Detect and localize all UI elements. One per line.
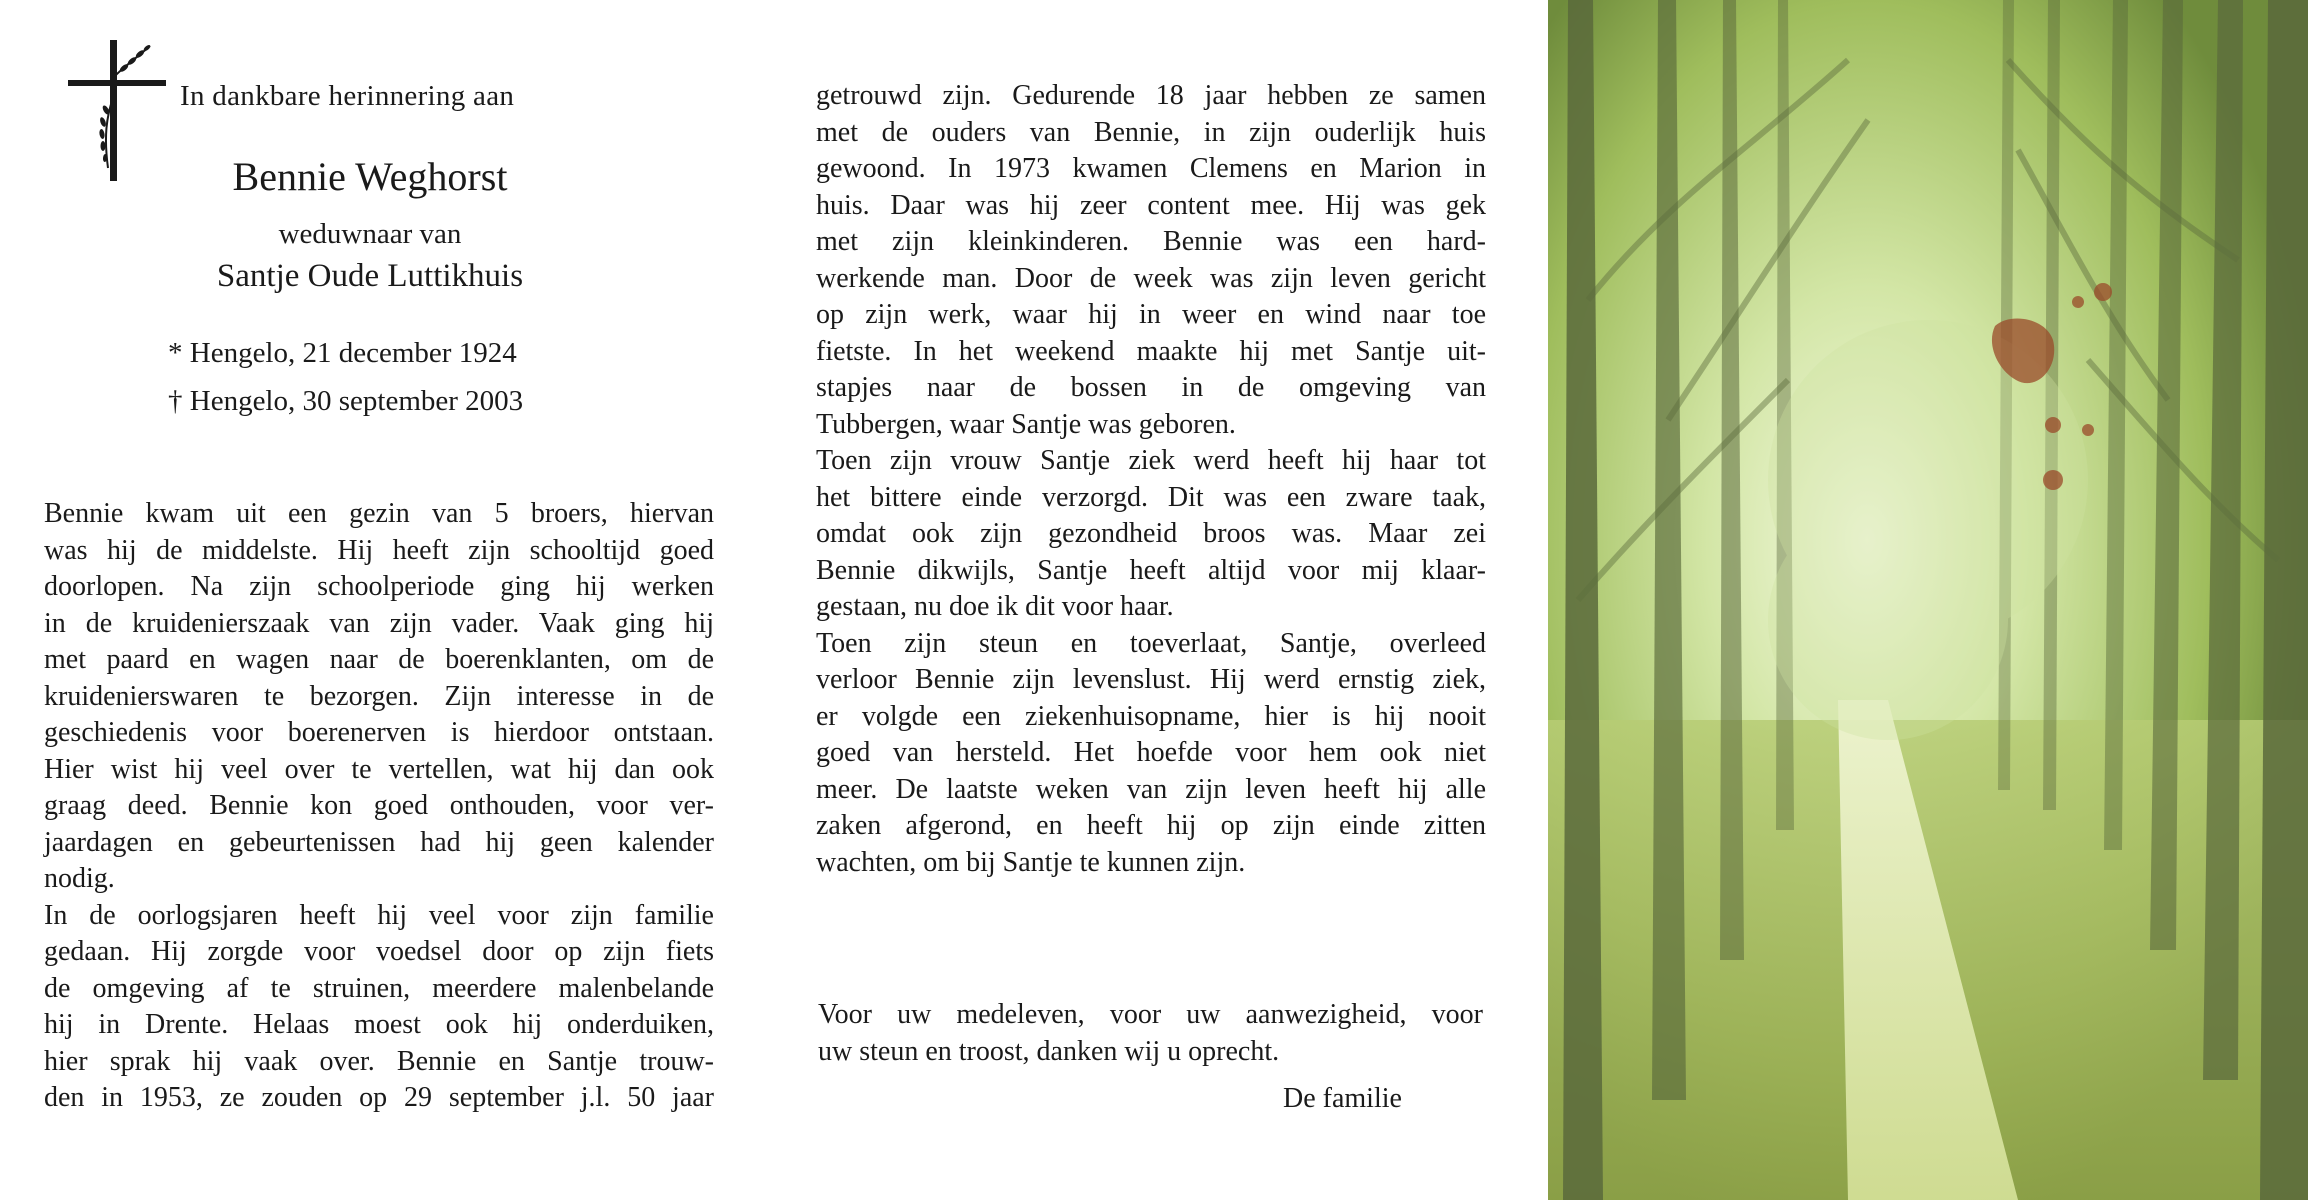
- forest-photo: [1548, 0, 2308, 1200]
- biography-part-2: [816, 78, 1486, 881]
- text-line: Toen zijn steun en toeverlaat, Santje, overleed: [816, 627, 1486, 659]
- text-line: op zijn werk, waar hij in weer en wind naar toe: [816, 299, 1486, 330]
- text-line: wachten, om bij Santje te kunnen zijn.: [816, 846, 1246, 878]
- text-line: huis. Daar was hij zeer content mee. Hij was gek: [816, 189, 1486, 221]
- text-line: omdat ook zijn gezondheid broos was. Maar zei: [816, 518, 1486, 549]
- intro-text: In dankbare herinnering aan: [180, 80, 515, 112]
- text-line: zaken afgerond, en heeft hij op zijn einde zitten: [816, 810, 1486, 841]
- text-line: hij in Drente. Helaas moest ook hij onderduiken,: [44, 1009, 714, 1040]
- text-line: meer. De laatste weken van zijn leven heeft hij alle: [816, 773, 1486, 805]
- text-line: verloor Bennie zijn levenslust. Hij werd ernstig ziek,: [816, 664, 1486, 695]
- forest-path-image: [1548, 0, 2308, 1200]
- signature: De familie: [1283, 1083, 1402, 1114]
- text-line: fietste. In het weekend maakte hij met Santje uit-: [816, 335, 1486, 367]
- text-line: Bennie dikwijls, Santje heeft altijd voor mij klaar-: [816, 554, 1486, 586]
- text-line: Toen zijn vrouw Santje ziek werd heeft hij haar tot: [816, 445, 1486, 476]
- left-panel: [0, 0, 770, 1200]
- text-line: getrouwd zijn. Gedurende 18 jaar hebben ze samen: [816, 80, 1486, 111]
- text-line: jaardagen en gebeurtenissen had hij geen kalender: [44, 826, 714, 858]
- text-line: nodig.: [44, 863, 115, 894]
- text-line: Bennie kwam uit een gezin van 5 broers, hiervan: [44, 498, 714, 529]
- middle-panel: [770, 0, 1540, 1200]
- deceased-name: Bennie Weghorst: [232, 154, 508, 199]
- thanks-paragraph: [818, 996, 1483, 1070]
- text-line: was hij de middelste. Hij heeft zijn schooltijd goed: [44, 534, 714, 566]
- text-line: gedaan. Hij zorgde voor voedsel door op zijn fiets: [44, 936, 714, 967]
- text-line: met zijn kleinkinderen. Bennie was een hard-: [816, 226, 1486, 257]
- text-line: gestaan, nu doe ik dit voor haar.: [816, 591, 1174, 622]
- text-line: werkende man. Door de week was zijn leven gericht: [816, 262, 1486, 294]
- text-line: kruidenierswaren te bezorgen. Zijn interesse in de: [44, 680, 714, 712]
- text-line: er volgde een ziekenhuisopname, hier is hij nooit: [816, 700, 1486, 732]
- relation-text: weduwnaar van: [278, 218, 462, 250]
- spouse-name: Santje Oude Luttikhuis: [216, 258, 524, 294]
- death-line: † Hengelo, 30 september 2003: [168, 385, 524, 417]
- thanks-line-1: Voor uw medeleven, voor uw aanwezigheid, voor: [818, 999, 1483, 1030]
- text-line: met de ouders van Bennie, in zijn ouderlijk huis: [816, 116, 1486, 148]
- text-line: doorlopen. Na zijn schoolperiode ging hij werken: [44, 571, 714, 602]
- text-line: met paard en wagen naar de boerenklanten, om de: [44, 644, 714, 675]
- text-line: geschiedenis voor boerenerven is hierdoor ontstaan.: [44, 717, 714, 748]
- text-line: hier sprak hij vaak over. Bennie en Santje trouw-: [44, 1045, 714, 1077]
- birth-line: * Hengelo, 21 december 1924: [168, 337, 517, 369]
- text-line: Tubbergen, waar Santje was geboren.: [816, 408, 1236, 440]
- text-line: Hier wist hij veel over te vertellen, wat hij dan ook: [44, 753, 714, 785]
- text-line: den in 1953, ze zouden op 29 september j.l. 50 jaar: [44, 1082, 714, 1113]
- text-line: stapjes naar de bossen in de omgeving van: [816, 372, 1486, 403]
- text-line: gewoond. In 1973 kwamen Clemens en Marion in: [816, 153, 1486, 184]
- text-line: In de oorlogsjaren heeft hij veel voor zijn familie: [44, 899, 714, 931]
- thanks-line-2: uw steun en troost, danken wij u oprecht.: [818, 1036, 1280, 1067]
- text-line: het bittere einde verzorgd. Dit was een zware taak,: [816, 481, 1486, 513]
- text-line: graag deed. Bennie kon goed onthouden, voor ver-: [44, 790, 714, 821]
- text-line: de omgeving af te struinen, meerdere malenbelande: [44, 972, 714, 1004]
- biography-part-1: [44, 496, 714, 1117]
- text-line: goed van hersteld. Het hoefde voor hem ook niet: [816, 737, 1486, 768]
- text-line: in de kruidenierszaak van zijn vader. Vaak ging hij: [44, 607, 714, 639]
